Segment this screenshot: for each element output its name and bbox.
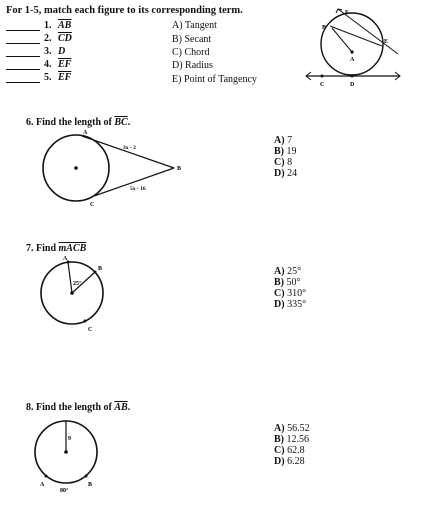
matching-circle-figure (300, 6, 410, 96)
item-number: 1. (44, 20, 52, 31)
point-b (85, 475, 88, 478)
option-point-of-tangency: E) Point of Tangency (172, 74, 257, 85)
option-value: 50° (286, 277, 301, 288)
question-8-prefix: 8. Find the length of (26, 402, 112, 413)
circle (321, 13, 383, 75)
item-number: 2. (44, 33, 52, 44)
option-letter: C) (274, 288, 285, 299)
option-value: 335° (287, 299, 307, 310)
option-letter: C) (274, 157, 285, 168)
q7-option-b (274, 277, 301, 288)
label-f: F (345, 10, 349, 16)
point-c (321, 75, 324, 78)
label-b: B (322, 25, 327, 31)
point-b (94, 271, 97, 274)
answer-blank-1[interactable] (6, 21, 40, 31)
point-a (45, 475, 48, 478)
term-cd: $\overline{CD}$ (58, 33, 72, 44)
answer-blank-5[interactable] (6, 73, 40, 83)
label-a: A (40, 482, 45, 488)
option-value: 12.56 (286, 434, 309, 445)
answer-blank-4[interactable] (6, 60, 40, 70)
tangent-ab (82, 136, 174, 168)
matching-item-4 (6, 59, 71, 70)
item-number: 4. (44, 59, 52, 70)
label-b: B (98, 266, 103, 272)
option-value: 25° (287, 266, 302, 277)
instructions-heading: For 1-5, match each figure to its corresponding term. (6, 5, 243, 16)
q7-option-d (274, 299, 306, 310)
question-8-figure (28, 412, 118, 502)
label-5x-16: 5x - 16 (130, 186, 146, 192)
option-tangent: A) Tangent (172, 20, 217, 31)
term-ab: $\overline{AB}$ (58, 20, 72, 31)
q8-option-b (274, 434, 309, 445)
option-letter: D) (274, 456, 285, 467)
option-chord: C) Chord (172, 47, 210, 58)
option-value: 7 (287, 135, 293, 146)
label-a: A (350, 57, 355, 63)
point-d (351, 75, 354, 78)
question-6-prefix: 6. Find the length of (26, 117, 112, 128)
center-point (74, 166, 78, 170)
question-8-term: $\overline{AB}$ (114, 402, 128, 413)
label-angle: 80° (60, 488, 69, 494)
option-value: 56.52 (287, 423, 310, 434)
option-letter: C) (274, 445, 285, 456)
answer-blank-2[interactable] (6, 34, 40, 44)
label-a: A (63, 256, 68, 262)
option-value: 6.28 (287, 456, 305, 467)
option-value: 310° (287, 288, 307, 299)
question-6-suffix: . (127, 117, 131, 128)
option-value: 62.8 (287, 445, 305, 456)
option-radius: D) Radius (172, 60, 213, 71)
option-secant: B) Secant (172, 34, 212, 45)
matching-item-2 (6, 33, 72, 44)
option-value: 24 (287, 168, 298, 179)
option-letter: B) (274, 277, 284, 288)
q6-option-c (274, 157, 292, 168)
q6-option-a (274, 135, 292, 146)
label-3x-2: 3x - 2 (123, 145, 136, 151)
q7-option-c (274, 288, 306, 299)
option-letter: D) (274, 168, 285, 179)
question-7-prefix: 7. Find (26, 243, 57, 254)
q7-option-a (274, 266, 301, 277)
question-8-suffix: . (127, 402, 131, 413)
q8-option-c (274, 445, 305, 456)
radius-line (332, 28, 352, 52)
option-value: 19 (286, 146, 297, 157)
center-point-a (350, 50, 353, 53)
label-c: C (88, 327, 93, 333)
q6-option-b (274, 146, 297, 157)
q8-option-d (274, 456, 305, 467)
option-letter: B) (274, 146, 284, 157)
question-7-term: mACB (58, 243, 87, 254)
label-angle: 25° (73, 281, 82, 287)
question-7-title (26, 243, 86, 254)
term-ef-ray: $\overline{EF}$ (58, 72, 72, 83)
option-value: 8 (287, 157, 293, 168)
q6-option-d (274, 168, 297, 179)
label-e: E (384, 39, 389, 45)
option-letter: A) (274, 266, 285, 277)
q8-option-a (274, 423, 310, 434)
item-number: 5. (44, 72, 52, 83)
option-letter: A) (274, 423, 285, 434)
label-a: A (83, 130, 88, 136)
matching-item-1 (6, 20, 71, 31)
question-6-term: $\overline{BC}$ (114, 117, 128, 128)
label-c: C (90, 202, 95, 208)
option-letter: A) (274, 135, 285, 146)
label-c: C (320, 82, 325, 88)
label-b: B (88, 482, 93, 488)
matching-item-5 (6, 72, 71, 83)
question-6-figure (38, 130, 188, 210)
label-radius: 9 (68, 436, 71, 442)
item-number: 3. (44, 46, 52, 57)
option-letter: B) (274, 434, 284, 445)
answer-blank-3[interactable] (6, 47, 40, 57)
matching-item-3 (6, 46, 65, 57)
question-6-title (26, 117, 130, 128)
label-b: B (177, 166, 182, 172)
term-d: D (58, 46, 66, 57)
term-ef: $\overline{EF}$ (58, 59, 72, 70)
point-c (84, 320, 87, 323)
question-7-figure (28, 255, 118, 335)
label-d: D (350, 82, 355, 88)
option-letter: D) (274, 299, 285, 310)
radius-a (68, 262, 72, 293)
